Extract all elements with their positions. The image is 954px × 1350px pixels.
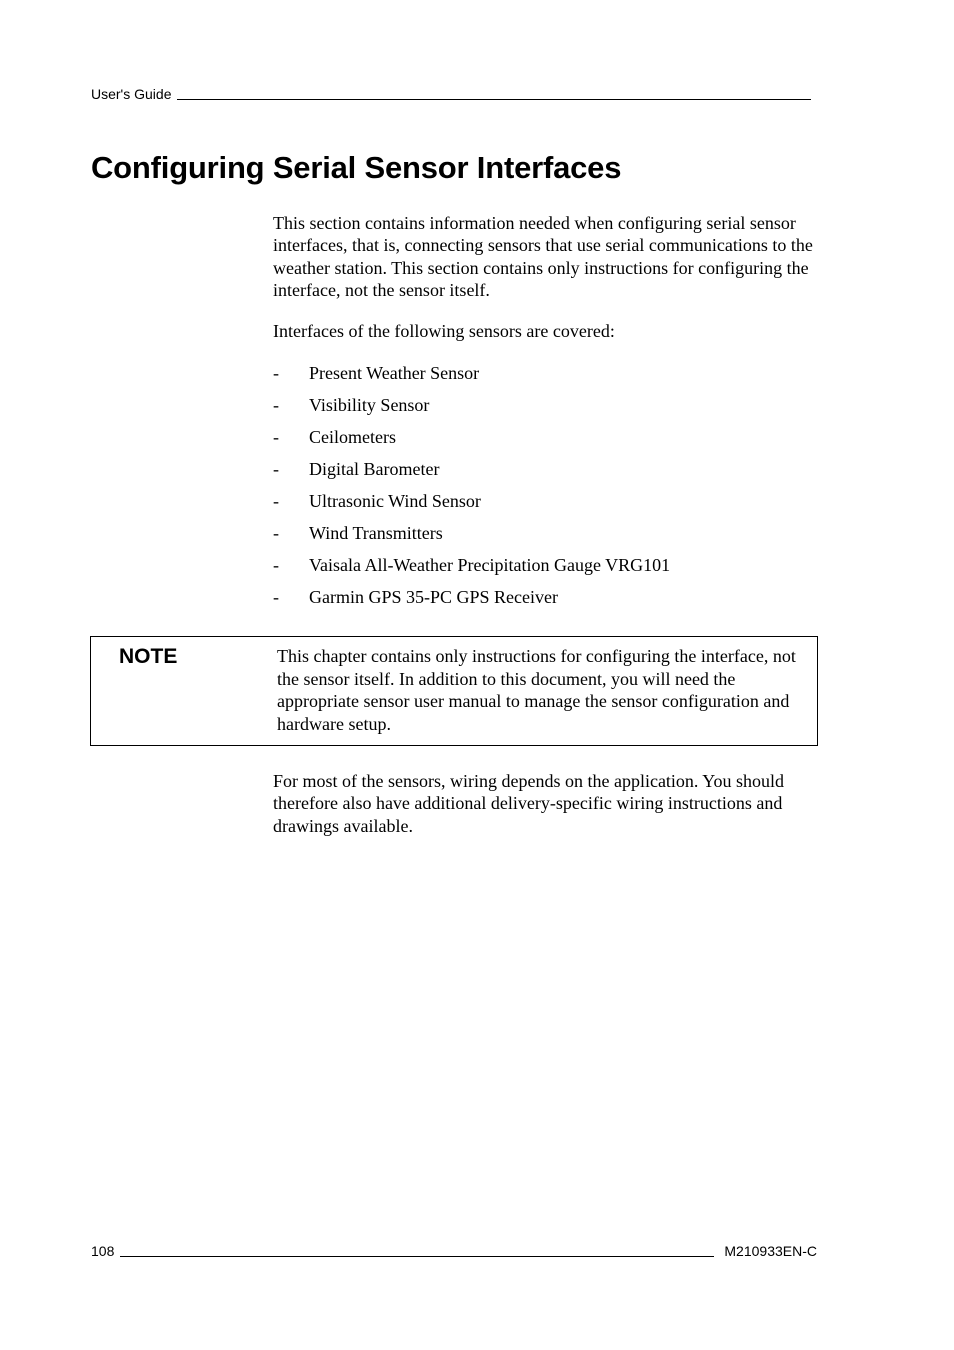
list-item — [273, 522, 670, 554]
header-rule — [177, 99, 811, 100]
list-item — [273, 554, 670, 586]
sensor-name: Present Weather Sensor — [309, 363, 480, 383]
list-dash: - — [273, 491, 279, 511]
page-footer — [91, 1243, 817, 1260]
list-dash: - — [273, 523, 279, 543]
running-header — [91, 86, 811, 103]
intro-paragraph: This section contains information needed when configuring serial sensor interfaces, that is, connecting sensors that use serial communications to the weather station. This section contains only instructions for configuring the interface, not the sensor itself. — [273, 213, 813, 300]
list-dash: - — [273, 363, 279, 383]
page-title: Configuring Serial Sensor Interfaces — [91, 150, 622, 185]
list-dash: - — [273, 427, 279, 447]
list-dash: - — [273, 459, 279, 479]
list-dash: - — [273, 395, 279, 415]
list-item — [273, 394, 670, 426]
sensor-name: Ultrasonic Wind Sensor — [309, 491, 481, 511]
running-title: User's Guide — [91, 86, 172, 102]
list-dash: - — [273, 587, 279, 607]
covered-paragraph: Interfaces of the following sensors are covered: — [273, 321, 615, 341]
list-item — [273, 586, 670, 618]
document-code: M210933EN-C — [724, 1243, 817, 1259]
note-text: This chapter contains only instructions for configuring the interface, not the sensor itself. In addition to this document, you will need the appropriate sensor user manual to manage the sensor configuration and hardware setup. — [277, 646, 796, 734]
sensor-name: Ceilometers — [309, 427, 396, 447]
footer-rule — [120, 1256, 714, 1257]
note-label: NOTE — [119, 645, 178, 668]
sensor-name: Vaisala All-Weather Precipitation Gauge VRG101 — [309, 555, 671, 575]
wiring-paragraph: For most of the sensors, wiring depends on the application. You should therefore also have additional delivery-specific wiring instructions and drawings available. — [273, 771, 784, 836]
list-item — [273, 458, 670, 490]
list-item — [273, 490, 670, 522]
sensor-name: Wind Transmitters — [309, 523, 443, 543]
sensor-name: Visibility Sensor — [309, 395, 430, 415]
page-number: 108 — [91, 1243, 115, 1259]
sensor-list — [273, 362, 670, 618]
note-box — [90, 636, 818, 746]
list-item — [273, 426, 670, 458]
list-dash: - — [273, 555, 279, 575]
list-item — [273, 362, 670, 394]
sensor-name: Garmin GPS 35-PC GPS Receiver — [309, 587, 558, 607]
sensor-name: Digital Barometer — [309, 459, 440, 479]
